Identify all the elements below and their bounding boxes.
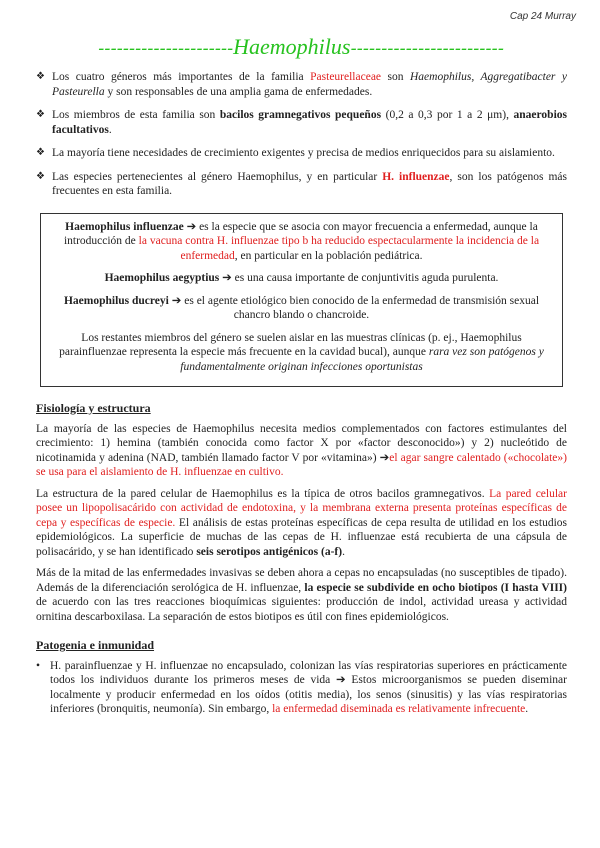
text: ➔ es una causa importante de conjuntivitis aguda purulenta. (219, 272, 499, 284)
bold-text: la especie se subdivide en ocho biotipos (I hasta VIII) (304, 581, 567, 594)
diamond-bullet-icon: ❖ (36, 109, 45, 120)
highlight-text: el agar sangre calentado («chocolate») se usa para el aislamiento de H. influenzae en cultivo. (36, 451, 567, 478)
box-paragraph (49, 220, 554, 264)
pathogenesis-list (36, 659, 567, 717)
species-name: Haemophilus ducreyi (63, 294, 169, 307)
text: . (525, 703, 529, 715)
text: Los restantes miembros del género se suelen aislar en las muestras clínicas (p. ej., Haemophilus parainfluenzae representa la especie más frecuente en la cavidad bucal), aunque (59, 331, 522, 358)
paragraph (36, 422, 567, 480)
diamond-bullet-icon: ❖ (36, 170, 45, 182)
text: Los cuatro géneros más importantes de la familia (52, 71, 311, 83)
bold-text: seis serotipos antigénicos (a-f) (196, 545, 343, 558)
text: y son responsables de una amplia gama de enfermedades. (104, 85, 373, 98)
text: La mayoría de las especies de Haemophilus necesita medios complementados con factores estimulantes del crecimiento: 1) hemina (también conocida como factor X por «factor desconocido») y 2) nucleótido de nicotinamida y adenina (NAD, también llamado factor V por «vitamina») ➔ (36, 422, 567, 464)
title-word: Haemophilus (233, 34, 351, 59)
text: ➔ es el agente etiológico bien conocido de la enfermedad de transmisión sexual chancro blando o chancroide. (168, 294, 540, 321)
title-dashes-right: ------------------------- (350, 39, 504, 59)
text: de acuerdo con las tres reacciones bioquímicas siguientes: producción de indol, actividad ureasa y actividad ornitina descarboxilasa. La separación de estos biotipos es útil con fines epidemiológicos. (36, 596, 567, 623)
text: . (108, 123, 112, 136)
bold-text: anaerobios facultativos (52, 109, 567, 136)
italic-text: rara vez son patógenos y fundamentalmente originan infecciones oportunistas (180, 346, 544, 373)
text: Las especies pertenecientes al género Haemophilus, y en particular (52, 170, 383, 183)
highlight-text: Pasteurellaceae (310, 71, 382, 83)
paragraph (36, 566, 567, 624)
text: H. parainfluenzae y H. influenzae no encapsulado, colonizan las vías respiratorias superiores en prácticamente todos los individuos durante los primeros meses de vida ➔ Estos microorganismos se pueden diseminar localmente y producir enfermedad en los oídos (otitis media), los senos (sinusitis) y las vías respiratorias inferiores (bronquitis, neumonía). Sin embargo, (50, 659, 567, 715)
text: ➔ es la especie que se asocia con mayor frecuencia a enfermedad, aunque la introducción de (63, 220, 538, 247)
species-name: Haemophilus influenzae (65, 220, 184, 233)
intro-bullet (36, 170, 567, 199)
box-paragraph (49, 271, 554, 286)
text: La estructura de la pared celular de Haemophilus es la típica de otros bacilos gramnegativos. (36, 487, 490, 500)
section-heading: Fisiología y estructura (36, 401, 151, 415)
highlight-text: La pared celular posee un lipopolisacárido con actividad de endotoxina, y la membrana externa presenta proteínas específicas de cepa y específicas de especie. (36, 487, 567, 529)
species-summary-box (40, 213, 563, 388)
intro-bullet (36, 108, 567, 137)
text: (0,2 a 0,3 por 1 a 2 μm), (381, 109, 514, 121)
chapter-label: Cap 24 Murray (509, 11, 576, 22)
highlight-text: la enfermedad diseminada es relativamente infrecuente (272, 703, 526, 715)
text: son (381, 71, 410, 83)
page-title (36, 34, 566, 60)
text: , en particular en la población pediátrica. (234, 249, 423, 262)
diamond-bullet-icon: ❖ (36, 71, 45, 82)
diamond-bullet-icon: ❖ (36, 147, 45, 158)
text: El análisis de estas proteínas específicas de cepa resulta de utilidad en los estudios epidemiológicos. La superficie de muchas de las cepas de H. influenzae está recubierta de una cápsula de polisacárido, y se han identificado (36, 516, 567, 558)
intro-bullet (36, 70, 567, 99)
box-paragraph (49, 331, 554, 375)
text: La mayoría tiene necesidades de crecimiento exigentes y precisa de medios enriquecidos para su aislamiento. (52, 147, 555, 159)
document-body (36, 70, 567, 717)
intro-bullet (36, 146, 567, 161)
text: . (342, 545, 345, 558)
intro-bullet-list (36, 70, 567, 199)
list-item (36, 659, 567, 717)
text: Más de la mitad de las enfermedades invasivas se deben ahora a cepas no encapsuladas (no susceptibles de tipado). Además de la diferenciación serológica de H. influenzae, (36, 567, 567, 594)
bold-text: bacilos gramnegativos pequeños (219, 109, 382, 121)
italic-text: Haemophilus, Aggregatibacter y Pasteurella (52, 71, 567, 98)
paragraph (36, 487, 567, 560)
species-name: Haemophilus aegyptius (104, 272, 220, 284)
highlight-text: la vacuna contra H. influenzae tipo b ha reducido espectacularmente la incidencia de la enfermedad (138, 235, 540, 262)
highlight-text: H. influenzae (382, 170, 450, 183)
text: , son los patógenos más frecuentes en esta familia. (52, 170, 567, 197)
section-heading: Patogenia e inmunidad (36, 638, 155, 652)
dot-bullet-icon: • (36, 659, 41, 672)
text: Los miembros de esta familia son (52, 109, 220, 121)
title-dashes-left: ---------------------- (98, 39, 234, 59)
box-paragraph (49, 294, 554, 323)
